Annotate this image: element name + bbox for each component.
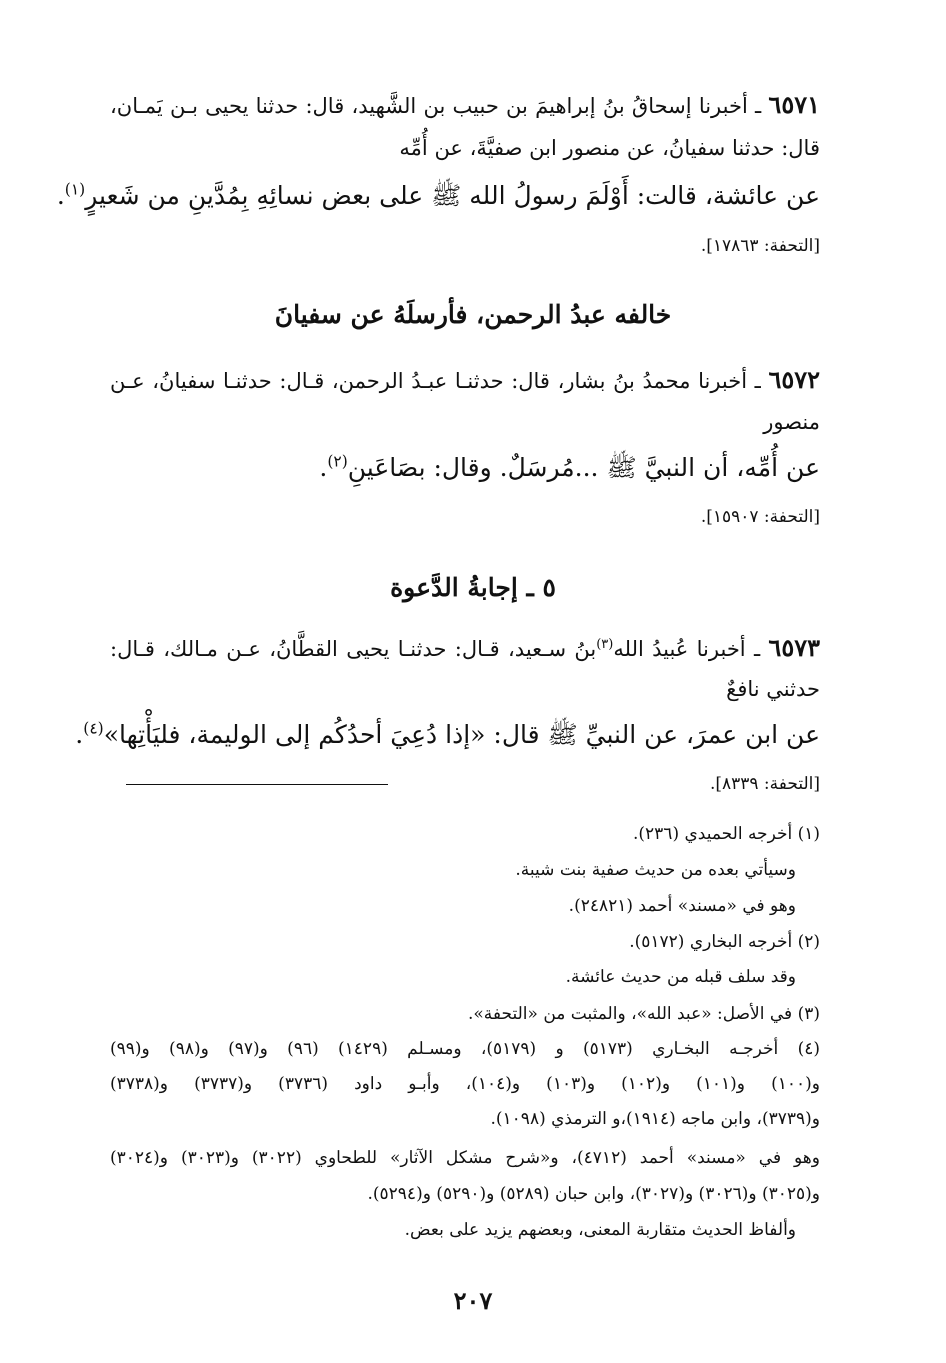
hadith-6572-line-3 [319, 452, 820, 482]
section-heading: خالفه عبدُ الرحمن، فأرسلَهُ عن سفيانَ [274, 300, 672, 329]
footnote-2: (٢) أخرجه البخاري (٥١٧٢). [629, 932, 820, 952]
footnote-4-line-1: (٤) أخرجـه البخـاري (٥١٧٣) و (٥١٧٩)، ومسـلم (١٤٢٩) (٩٦) و(٩٧) و(٩٨) و(٩٩) [110, 1039, 821, 1059]
footnote-4-line-3: و(٣٧٣٩)، وابن ماجه (١٩١٤)،و الترمذي (١٠٩٨). [490, 1109, 820, 1129]
punctuation: . [56, 181, 65, 210]
hadith-text: ـ أخبرنا محمدُ بنُ بشار، قال: حدثنـا عبـدُ الرحمن، قـال: حدثنـا سفيانُ، عـن [110, 369, 761, 393]
tuhfa-reference: [التحفة: ١٥٩٠٧]. [700, 507, 820, 527]
hadith-6571-line-3 [56, 180, 820, 210]
hadith-number: ٦٥٧٢ [768, 365, 820, 394]
footnote-4-line-6: وألفاظ الحديث متقاربة المعنى، وبعضهم يزيد على بعض. [404, 1220, 796, 1240]
punctuation: . [319, 453, 328, 482]
hadith-text: عن عائشة، قالت: أَوْلَمَ رسولُ الله ﷺ على بعض نسائِهِ بِمُدَّينِ من شَعيرٍ [85, 181, 820, 210]
punctuation: . [75, 720, 84, 749]
hadith-6573-line-2: حدثني نافعٌ [726, 677, 820, 701]
hadith-text: عن ابن عمرَ، عن النبيِّ ﷺ قال: «إذا دُعِيَ أحدُكُم إلى الوليمة، فليَأْتِها» [103, 720, 820, 749]
hadith-6571-line-2: قال: حدثنا سفيانُ، عن منصور ابن صفيَّةَ، عن أُمِّه [399, 136, 820, 160]
hadith-6573-line-3 [75, 719, 820, 749]
hadith-text: ـ أخبرنا إسحاقُ بنُ إبراهيمَ بن حبيب بن الشَّهيد، قال: حدثنا يحيى بـن يَمـان، [110, 94, 762, 118]
hadith-number: ٦٥٧١ [768, 90, 820, 119]
page-number: ٢٠٧ [453, 1286, 493, 1315]
chapter-heading: ٥ ـ إجابةُ الدَّعوة [390, 573, 556, 602]
tuhfa-reference: [التحفة: ١٧٨٦٣]. [700, 236, 820, 256]
footnote-2-note: وقد سلف قبله من حديث عائشة. [565, 967, 796, 987]
footnote-marker: (٢) [327, 452, 348, 471]
footnote-marker: (٤) [83, 719, 104, 738]
footnote-4-line-4: وهو في «مسند» أحمد (٤٧١٢)، و«شرح مشكل الآثار» للطحاوي (٣٠٢٢) و(٣٠٢٣) و(٣٠٢٤) [110, 1148, 820, 1168]
footnote-marker: (١) [64, 180, 86, 199]
hadith-6572-line-1 [110, 365, 820, 394]
footnote-3: (٣) في الأصل: «عبد الله»، والمثبت من «التحفة». [468, 1004, 820, 1024]
footnote-4-line-5: و(٣٠٢٥) و(٣٠٢٦) و(٣٠٢٧)، وابن حبان (٥٢٨٩) و(٥٢٩٠) و(٥٢٩٤). [367, 1184, 820, 1204]
hadith-6571-line-1 [110, 90, 820, 119]
footnote-4-line-2: و(١٠٠) و(١٠١) و(١٠٢) و(١٠٣) و(١٠٤)، وأبـو داود (٣٧٣٦) و(٣٧٣٧) و(٣٧٣٨) [110, 1074, 820, 1094]
footnote-1-note: وهو في «مسند» أحمد (٢٤٨٢١). [568, 896, 796, 916]
footnote-1: (١) أخرجه الحميدي (٢٣٦). [632, 824, 820, 844]
hadith-6572-line-2: منصور [763, 410, 820, 434]
hadith-text: بنُ سـعيد، قـال: حدثنـا يحيى القطَّانُ، عـن مـالك، قـال: [110, 637, 597, 661]
footnote-1-note: وسيأتي بعده من حديث صفية بنت شيبة. [515, 860, 796, 880]
footnote-separator [126, 784, 388, 785]
hadith-6573-line-1 [110, 633, 820, 662]
footnote-marker: (٣) [596, 637, 614, 652]
hadith-text: ـ أخبرنا عُبيدُ الله [613, 637, 761, 661]
tuhfa-reference: [التحفة: ٨٣٣٩]. [709, 774, 820, 794]
hadith-text: عن أُمِّه، أن النبيَّ ﷺ ...مُرسَلٌ. وقال: بصَاعَينِ [347, 453, 820, 482]
hadith-number: ٦٥٧٣ [768, 633, 820, 662]
